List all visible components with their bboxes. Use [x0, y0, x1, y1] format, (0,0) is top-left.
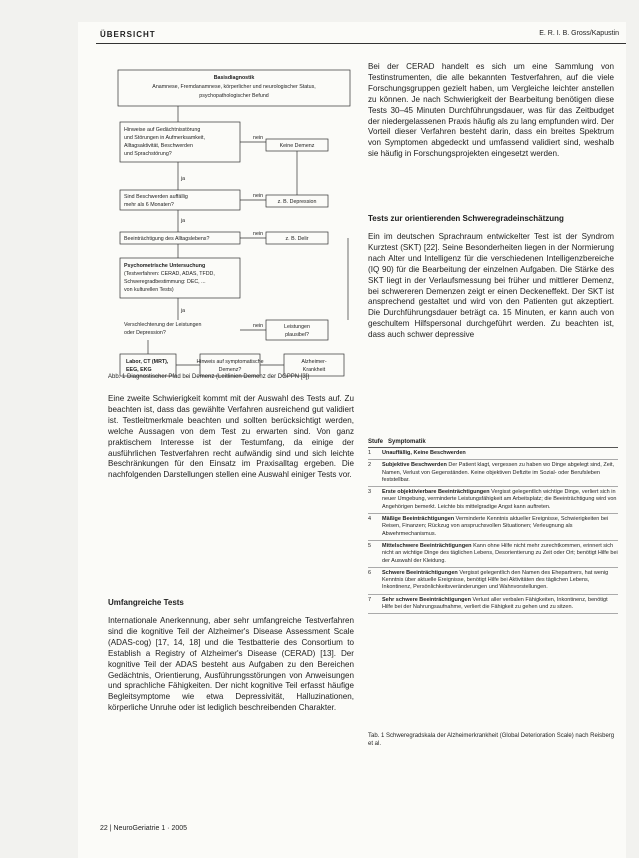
level-description: [382, 489, 618, 511]
left-column-paragraph-1: [108, 394, 354, 481]
column-header-stufe: Stufe: [368, 439, 383, 445]
flow-label-ja: ja: [181, 308, 186, 314]
level-description: [382, 450, 618, 457]
flow-label-nein: nein: [253, 323, 264, 329]
table-row: [368, 541, 618, 568]
flow-label-nein: nein: [253, 231, 264, 237]
flow-text: plausibel?: [285, 332, 309, 338]
level-number: 7: [368, 596, 372, 603]
flow-text: z. B. Delir: [285, 236, 309, 242]
level-text: Der Patient klagt, vergessen zu haben wo Dinge abgelegt sind, Zeit, Namen, Verlust von Gegenständen. Keine objektiven Defizite im Sozial- oder Berufsleben feststellbar.: [382, 462, 615, 483]
level-number: 5: [368, 542, 372, 549]
section-header: ÜBERSICHT: [100, 30, 156, 39]
page-footer: 22 | NeuroGeriatrie 1 · 2005: [100, 825, 188, 832]
flow-text: Alzheimer-: [301, 359, 327, 365]
flow-text: Verschlechterung der Leistungen: [124, 322, 202, 328]
flow-text: und Sprachstörung?: [124, 151, 172, 157]
section-heading: Umfangreiche Tests: [108, 598, 184, 607]
level-number: 2: [368, 462, 372, 469]
flow-text: Basisdiagnostik: [213, 75, 255, 81]
paragraph: Eine zweite Schwierigkeit kommt mit der Auswahl des Tests auf. Zu beachten ist, dass das gewählte Verfahren ausreichend gut validiert ist. Testleitmerkmale beachten und sollten berücksichtigt werden, welche Aussagen von dem Test zu erwarten sind. Von ganz praktischem Interesse ist der Testumfang, da einige der ausführlichen Testverfahren recht aufwändig sind und sich leichte Beschränkungen für den Einsatz im Praxisalltag ergeben. Die nachfolgenden Darstellungen stellen eine Auswahl einiger Tests vor.: [108, 394, 354, 480]
level-title: Erste objektivierbare Beeinträchtigungen: [382, 489, 490, 496]
table-caption: Tab. 1 Schweregradskala der Alzheimerkrankheit (Global Deterioration Scale) nach Reisberg et al.: [368, 733, 615, 747]
flow-text: Hinweis auf symptomatische: [196, 359, 264, 365]
section-heading: Tests zur orientierenden Schweregradeinschätzung: [368, 214, 564, 223]
diagnostic-flowchart: [108, 62, 354, 392]
right-column-paragraph-2: Ein im deutschen Sprachraum entwickelter Test ist der Syndrom Kurztest (SKT) [22]. Seine Besonderheiten liegen in der Normierung nach Alter und Intelligenz für die verschiedenen Intelligenzbereiche (IQ 90) für die Bearbeitung der einzelnen Aufgaben. Die Stärke des SKT liegt in der Verlaufsmessung bei früher und mittlerer Demenz, bei schwereren Demenzen zeigt er einen Deckeneffekt. Der SKT ist ansprechend gestaltet und wird von den Patienten gut akzeptiert. Die Durchführungsdauer beträgt ca. 15 Minuten, er kann auch von geschultem Hilfspersonal durchgeführt werden. Zu beachten ist, dass auch schwer depressive: [368, 232, 614, 340]
table-row: [368, 460, 618, 487]
flow-text: Sind Beschwerden auffällig: [124, 194, 188, 200]
flow-label-nein: nein: [253, 135, 264, 141]
flow-text: von kulturellen Tests): [124, 287, 174, 293]
flow-label-ja: ja: [181, 218, 186, 224]
table-row: [368, 595, 618, 615]
level-title: Sehr schwere Beeinträchtigungen: [382, 596, 471, 603]
flow-text: mehr als 6 Monaten?: [124, 202, 174, 208]
level-text: Verlust aller verbalen Fähigkeiten, Inkontinenz, benötigt Hilfe bei der Nahrungsaufnahme, verliert die Fähigkeit zu gehen und zu sitzen.: [382, 596, 608, 611]
flow-text: Psychometrische Untersuchung: [124, 263, 206, 269]
flow-label-ja: ja: [181, 176, 186, 182]
level-description: [382, 462, 618, 484]
level-number: 1: [368, 450, 372, 456]
table-row: [368, 568, 618, 595]
flow-text: (Testverfahren: CERAD, ADAS, TFDD,: [124, 271, 215, 277]
author-header: E. R. I. B. Gross/Kapustin: [539, 30, 619, 37]
level-title: Mittelschwere Beeinträchtigungen: [382, 542, 472, 549]
table-row: [368, 487, 618, 514]
flow-text: Alltagsaktivität, Beschwerden: [124, 143, 193, 149]
level-title: Schwere Beeinträchtigungen: [382, 569, 458, 576]
flow-text: Labor, CT (MRT),: [126, 359, 169, 365]
flow-label-nein: nein: [253, 193, 264, 199]
flow-text: psychopathologischer Befund: [199, 93, 269, 99]
level-text: Vergisst gelegentlich wichtige Dinge, verliert sich in neuer Umgebung, verminderte Leistungsfähigkeit am Arbeitsplatz; die Beeinträchtigung wird von Angehörigen bemerkt. Leichte bis mittelgradige Angst kann auftreten.: [382, 489, 617, 510]
flow-text: und Störungen in Aufmerksamkeit,: [124, 135, 205, 141]
level-description: [382, 570, 618, 592]
flow-text: Leistungen: [284, 324, 310, 330]
level-number: 3: [368, 489, 372, 496]
table-header: [368, 439, 618, 448]
right-column-paragraph-1: Bei der CERAD handelt es sich um eine Sammlung von Testinstrumenten, die alle bekannten Testverfahren, auf die viele Forschungsgruppen gezielt haben, um Vergleiche leichter anstellen zu können. Je nach Schwierigkeit der Bearbeitung benötigen diese Tests 30–45 Minuten Durchführungsdauer, was für das Zeitbudget der niedergelassenen Praxis häufig als zu lang empfunden wird. Der Vorteil dieser Verfahren besteht darin, dass ein breites Spektrum von Symptomen abgedeckt und umfassend validiert sind, weshalb sie häufig in Forschungsprojekten eingesetzt werden.: [368, 62, 614, 159]
level-title: Subjektive Beschwerden: [382, 462, 447, 469]
level-number: 6: [368, 569, 372, 576]
left-column-paragraph-2: Internationale Anerkennung, aber sehr umfangreiche Testverfahren sind die kognitive Teil der Alzheimer's Disease Assessment Scale (ADAS-cog) [17, 14, 18] und die Testbatterie des Consortium to Establish a Registry of Alzheimer's Disease (CERAD) [13]. Der kognitive Teil der ADAS besteht aus Aufgaben zu den Bereichen Gedächtnis, Orientierung, Ausführungsstörungen von Anweisungen und sprachliche Fähigkeiten. Der nicht kognitive Teil erfasst häufige Begleitsymptome wie etwa Depressivität, Halluzinationen, körperliche Unruhe oder ist lediglich beschreibenden Charakter.: [108, 616, 354, 713]
flow-text: Anamnese, Fremdanamnese, körperlicher und neurologischer Status,: [152, 84, 316, 90]
header-rule: [96, 43, 626, 44]
level-title: Mäßige Beeinträchtigungen: [382, 516, 455, 523]
gds-table: [368, 439, 618, 614]
flow-text: Hinweise auf Gedächtnisstörung: [124, 127, 201, 133]
level-text: Vergisst gelegentlich den Namen des Ehepartners, hat wenig Kenntnis über aktuelle Ereignisse, benötigt Hilfe bei Aktivitäten des täglichen Lebens, Inkontinenz, Persönlichkeitsveränderungen und Wahnvorstellungen.: [382, 569, 609, 591]
flow-text: EEG, EKG: [126, 367, 152, 373]
flow-text: Krankheit: [302, 367, 326, 373]
level-description: [382, 516, 618, 538]
level-text: Verminderte Kenntnis aktueller Ereignisse, Schwierigkeiten bei Reisen, Finanzen; Rückzug von anspruchsvollen Situationen; Verleugnung als Abwehrmechanismus.: [382, 516, 609, 537]
flow-text: z. B. Depression: [277, 199, 317, 205]
column-header-symptomatik: Symptomatik: [388, 439, 426, 445]
level-number: 4: [368, 516, 372, 523]
flow-text: Beeinträchtigung des Alltagslebens?: [124, 236, 210, 242]
flow-text: oder Depression?: [124, 330, 166, 336]
figure-caption: Abb. 1 Diagnostischer Pfad bei Demenz (Leitlinien Demenz der DGPPN [3]): [108, 374, 310, 380]
level-description: [382, 543, 618, 565]
table-row: [368, 514, 618, 541]
flow-text: Keine Demenz: [279, 143, 315, 149]
flow-text: Demenz?: [218, 367, 242, 373]
level-title: Unauffällig, Keine Beschwerden: [382, 450, 466, 456]
level-text: Kann ohne Hilfe nicht mehr zurechtkommen, erinnert sich nicht an wichtige Dinge des täglichen Lebens, Desorientierung zu Zeit oder Ort; benötigt Hilfe bei der Auswahl der Kleidung.: [382, 542, 618, 564]
table-row: [368, 448, 618, 460]
flow-text: Schweregradbestimmung: DEC, ...: [124, 279, 206, 285]
level-description: [382, 597, 618, 612]
